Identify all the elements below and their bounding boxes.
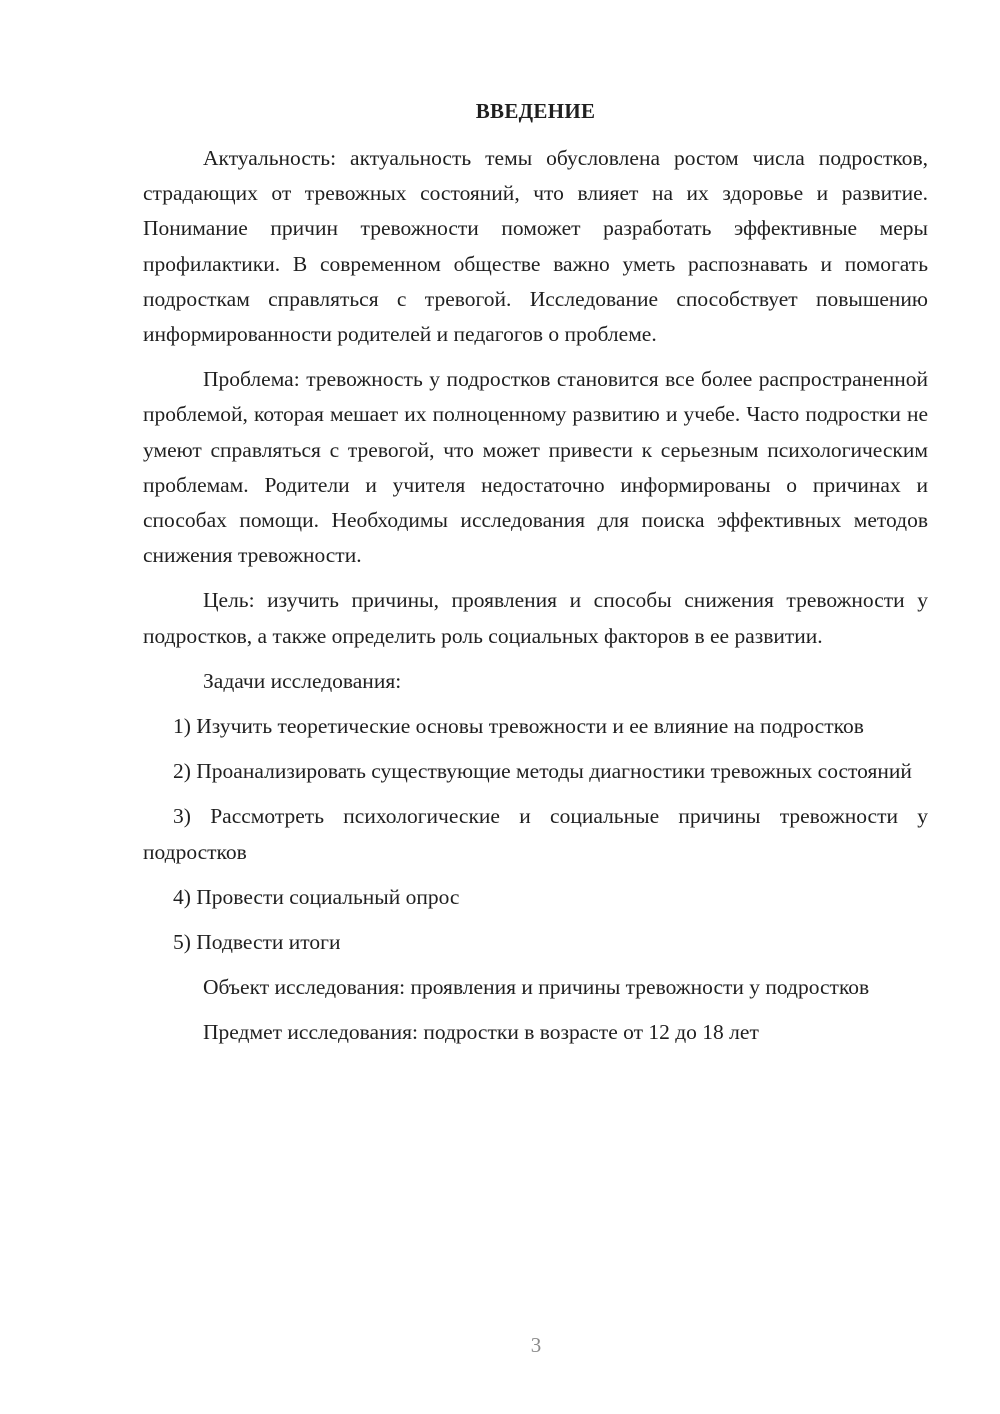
task-item: 5) Подвести итоги bbox=[173, 930, 341, 955]
task-item: 2) Проанализировать существующие методы диагностики тревожных состояний bbox=[173, 759, 912, 784]
task-item: 3) Рассмотреть психологические и социальные причины тревожности у подростков bbox=[143, 804, 928, 864]
section-heading: ВВЕДЕНИЕ bbox=[475, 99, 596, 123]
relevance-paragraph: Актуальность: актуальность темы обусловлена ростом числа подростков, страдающих от тревожных состояний, что влияет на их здоровье и развитие. Понимание причин тревожности поможет разработать эффективные меры профилактики. В современном обществе важно уметь распознавать и помогать подросткам справляться с тревогой. Исследование способствует повышению информированности родителей и педагогов о проблеме. bbox=[143, 146, 928, 347]
page-number: 3 bbox=[530, 1333, 542, 1357]
document-page bbox=[143, 96, 928, 1061]
task-item: 4) Провести социальный опрос bbox=[173, 884, 460, 909]
object-paragraph: Объект исследования: проявления и причины тревожности у подростков bbox=[203, 975, 870, 1000]
tasks-intro: Задачи исследования: bbox=[203, 668, 402, 693]
goal-paragraph: Цель: изучить причины, проявления и способы снижения тревожности у подростков, а также определить роль социальных факторов в ее развитии. bbox=[143, 588, 928, 648]
task-item: 1) Изучить теоретические основы тревожности и ее влияние на подростков bbox=[173, 714, 864, 739]
subject-paragraph: Предмет исследования: подростки в возрасте от 12 до 18 лет bbox=[203, 1020, 759, 1045]
problem-paragraph: Проблема: тревожность у подростков становится все более распространенной проблемой, которая мешает их полноценному развитию и учебе. Часто подростки не умеют справляться с тревогой, что может привести к серьезным психологическим проблемам. Родители и учителя недостаточно информированы о причинах и способах помощи. Необходимы исследования для поиска эффективных методов снижения тревожности. bbox=[143, 367, 928, 568]
tasks-list bbox=[143, 709, 928, 960]
